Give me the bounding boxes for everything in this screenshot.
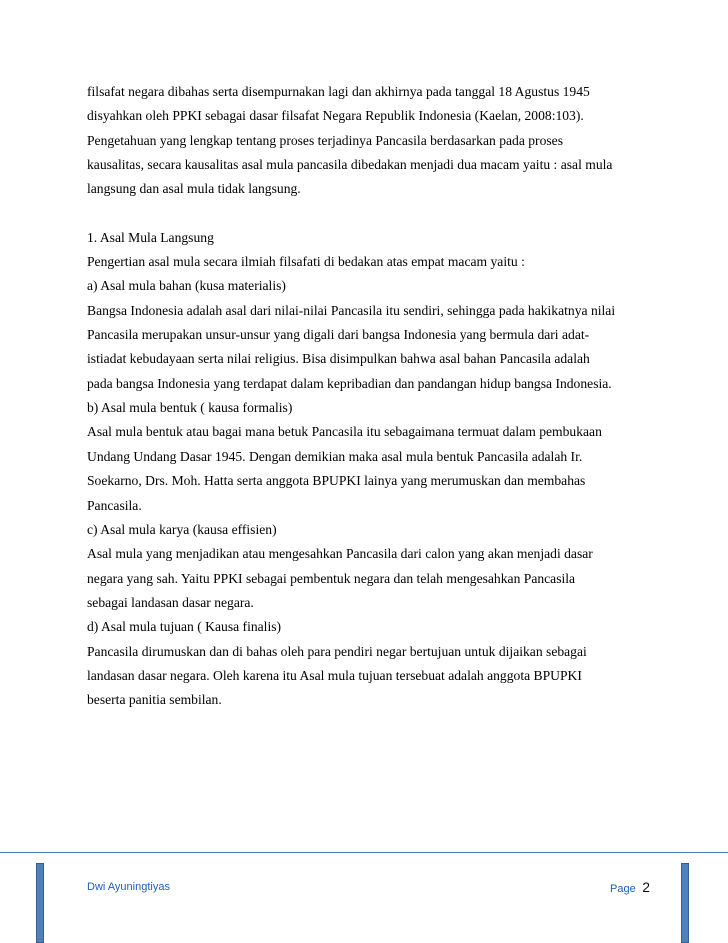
- section-heading: 1. Asal Mula Langsung: [87, 229, 214, 245]
- body-line: kausalitas, secara kausalitas asal mula pancasila dibedakan menjadi dua macam yaitu : asal mula: [87, 157, 613, 173]
- body-line: Pancasila merupakan unsur-unsur yang digali dari bangsa Indonesia yang bermula dari adat-: [87, 327, 590, 343]
- body-line: disyahkan oleh PPKI sebagai dasar filsafat Negara Republik Indonesia (Kaelan, 2008:103).: [87, 108, 584, 124]
- body-line: beserta panitia sembilan.: [87, 692, 222, 708]
- body-line: Pengetahuan yang lengkap tentang proses terjadinya Pancasila berdasarkan pada proses: [87, 132, 563, 148]
- footer-author: Dwi Ayuningtiyas: [87, 881, 170, 893]
- body-line: landasan dasar negara. Oleh karena itu Asal mula tujuan tersebuat adalah anggota BPUPKI: [87, 667, 582, 683]
- body-line: Pancasila dirumuskan dan di bahas oleh para pendiri negar bertujuan untuk dijaikan sebagai: [87, 643, 587, 659]
- body-line: Soekarno, Drs. Moh. Hatta serta anggota BPUPKI lainya yang merumuskan dan membahas: [87, 473, 586, 489]
- body-line: Pancasila.: [87, 497, 142, 513]
- subsection-heading: c) Asal mula karya (kausa effisien): [87, 521, 277, 537]
- subsection-heading: b) Asal mula bentuk ( kausa formalis): [87, 400, 293, 416]
- subsection-heading: a) Asal mula bahan (kusa materialis): [87, 278, 286, 294]
- body-line: pada bangsa Indonesia yang terdapat dalam kepribadian dan pandangan hidup bangsa Indonesia.: [87, 375, 612, 391]
- paragraph-gap: [87, 202, 657, 226]
- body-line: langsung dan asal mula tidak langsung.: [87, 181, 301, 197]
- document-body: [87, 80, 657, 713]
- body-line: istiadat kebudayaan serta nilai religius. Bisa disimpulkan bahwa asal bahan Pancasila adalah: [87, 351, 590, 367]
- page-label: Page: [610, 883, 636, 895]
- body-line: Asal mula yang menjadikan atau mengesahkan Pancasila dari calon yang akan menjadi dasar: [87, 546, 593, 562]
- footer-page-number: [610, 879, 650, 897]
- body-line: Bangsa Indonesia adalah asal dari nilai-nilai Pancasila itu sendiri, sehingga pada hakikatnya nilai: [87, 302, 616, 318]
- footer-divider: [0, 852, 728, 853]
- footer-bar-left: [36, 863, 44, 943]
- body-line: Pengertian asal mula secara ilmiah filsafati di bedakan atas empat macam yaitu :: [87, 254, 525, 270]
- footer-bar-right: [681, 863, 689, 943]
- body-line: negara yang sah. Yaitu PPKI sebagai pembentuk negara dan telah mengesahkan Pancasila: [87, 570, 576, 586]
- body-line: Undang Undang Dasar 1945. Dengan demikian maka asal mula bentuk Pancasila adalah Ir.: [87, 448, 583, 464]
- body-line: Asal mula bentuk atau bagai mana betuk Pancasila itu sebagaimana termuat dalam pembukaan: [87, 424, 602, 440]
- page-number: 2: [642, 879, 650, 895]
- body-line: filsafat negara dibahas serta disempurnakan lagi dan akhirnya pada tanggal 18 Agustus 1945: [87, 84, 590, 99]
- body-line: sebagai landasan dasar negara.: [87, 594, 254, 610]
- subsection-heading: d) Asal mula tujuan ( Kausa finalis): [87, 619, 282, 635]
